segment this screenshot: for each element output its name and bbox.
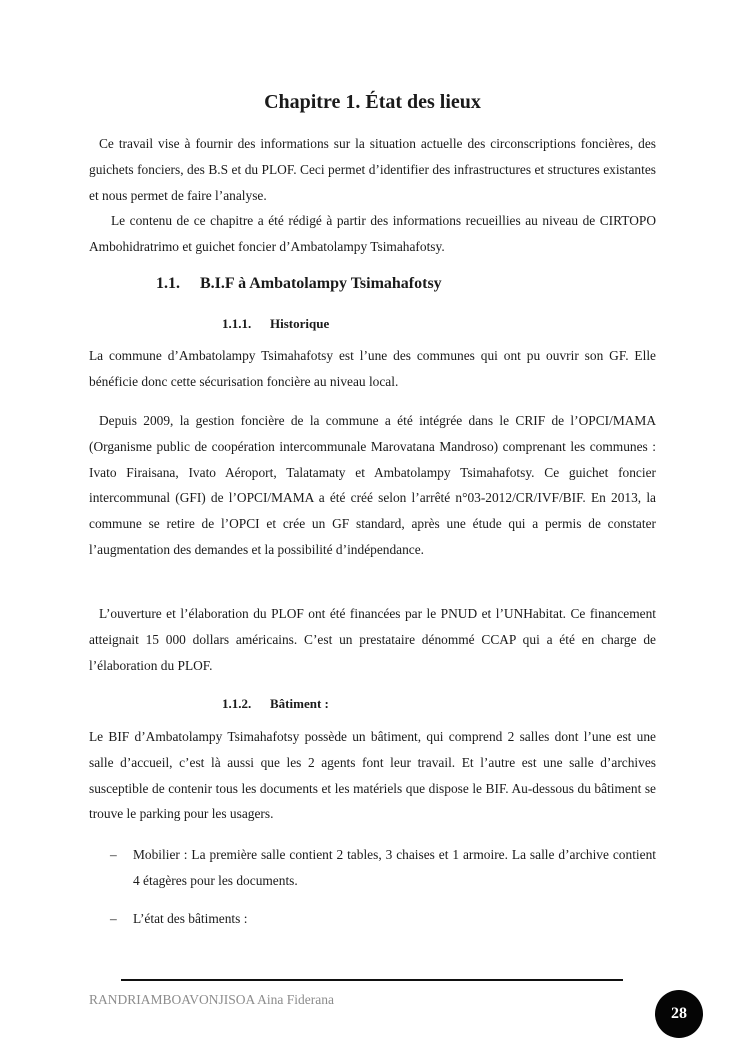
bullet-item-mobilier: Mobilier : La première salle contient 2 tables, 3 chaises et 1 armoire. La salle d’archive contient 4 étagères pour les documents. — [133, 847, 656, 888]
section-number: 1.1. — [156, 275, 180, 292]
footer-author: RANDRIAMBOAVONJISOA Aina Fiderana — [89, 992, 335, 1007]
subsection-heading-historique — [222, 314, 329, 334]
historique-paragraph-3: L’ouverture et l’élaboration du PLOF ont été financées par le PNUD et l’UNHabitat. Ce financement atteignait 15 000 dollars américains. C’est un prestataire dénommé CCAP qui a été en charge de l’élaboration du PLOF. — [89, 606, 656, 673]
intro-paragraph-1: Ce travail vise à fournir des informations sur la situation actuelle des circonscriptions foncières, des guichets fonciers, des B.S et du PLOF. Ceci permet d’identifier des infrastructures et structures existantes et nous permet de faire l’analyse. — [89, 136, 656, 203]
batiment-paragraph-1: Le BIF d’Ambatolampy Tsimahafotsy possède un bâtiment, qui comprend 2 salles dont l’une est une salle d’accueil, c’est là aussi que les 2 agents font leur travail. Et l’autre est une salle d’archives susceptible de contenir tous les documents et les matériels que dispose le BIF. Au-dessous du bâtiment se trouve le parking pour les usagers. — [89, 729, 656, 822]
subsection-number: 1.1.2. — [222, 696, 252, 711]
intro-paragraph-2: Le contenu de ce chapitre a été rédigé à partir des informations recueillies au niveau de CIRTOPO Ambohidratrimo et guichet foncier d’Ambatolampy Tsimahafotsy. — [89, 213, 656, 254]
footer-divider — [121, 979, 623, 981]
page-number-badge: 28 — [655, 990, 703, 1038]
historique-paragraph-2: Depuis 2009, la gestion foncière de la commune a été intégrée dans le CRIF de l’OPCI/MAMA (Organisme public de coopération intercommunale Marovatana Mandroso) comprenant les communes : Ivato Firaisana, Ivato Aéroport, Talatamaty et Ambatolampy Tsimahafotsy. Ce guichet foncier intercommunal (GFI) de l’OPCI/MAMA a été créé selon l’arrêté n°03-2012/CR/IVF/BIF. En 2013, la commune se retire de l’OPCI et crée un GF standard, après une étude qui a permis de constater l’augmentation des demandes et la possibilité d’indépendance. — [89, 413, 656, 557]
bullet-marker: – — [110, 847, 117, 862]
subsection-title: Historique — [270, 316, 330, 331]
subsection-title: Bâtiment : — [270, 696, 329, 711]
bullet-item-etat-batiments: L’état des bâtiments : — [133, 911, 248, 926]
chapter-title: Chapitre 1. État des lieux — [264, 91, 481, 113]
section-heading-1-1 — [156, 273, 442, 295]
bullet-marker: – — [110, 911, 117, 926]
section-title: B.I.F à Ambatolampy Tsimahafotsy — [200, 275, 442, 292]
subsection-heading-batiment — [222, 694, 329, 714]
subsection-number: 1.1.1. — [222, 316, 252, 331]
historique-paragraph-1: La commune d’Ambatolampy Tsimahafotsy est l’une des communes qui ont pu ouvrir son GF. Elle bénéficie donc cette sécurisation foncière au niveau local. — [89, 348, 656, 389]
